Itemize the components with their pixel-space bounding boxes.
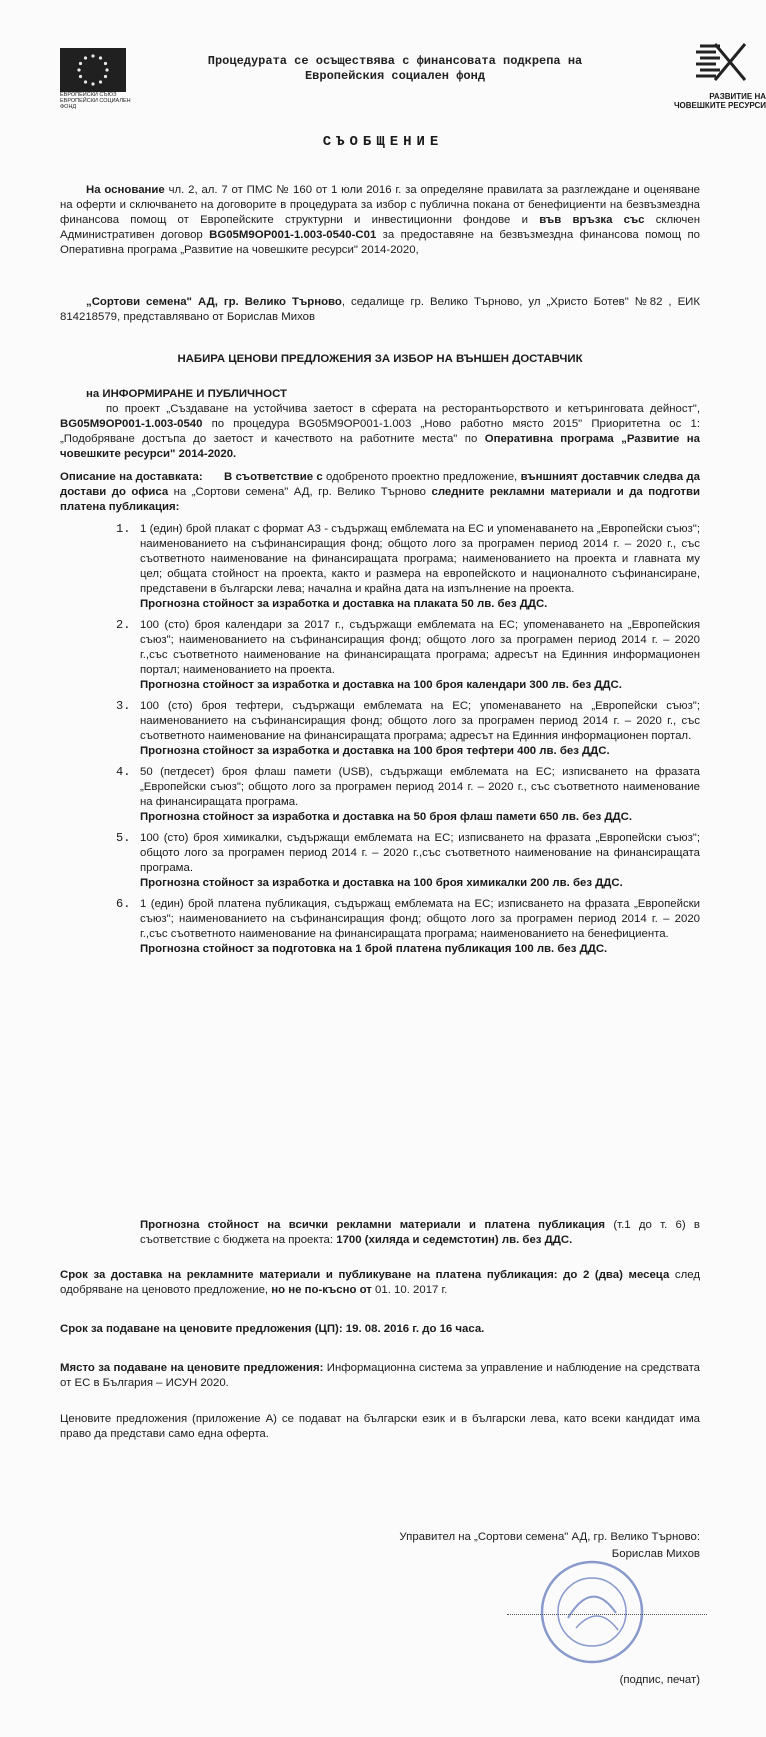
total-text: (т.1 до т. 6) в съответствие с бюджета на проекта: — [140, 1219, 700, 1246]
company-paragraph — [60, 295, 700, 325]
basis-text-2: сключен Административен договор — [60, 214, 700, 241]
item-number: 3. — [116, 699, 131, 713]
total-amount: 1700 (хиляда и седемстотин) лв. без ДДС. — [336, 1234, 573, 1246]
accordance-label: В съответствие с — [224, 471, 323, 483]
submission-place — [60, 1361, 700, 1391]
eu-flag-logo — [60, 48, 126, 92]
item-number: 4. — [116, 765, 131, 779]
description-label: Описание на доставката: — [60, 471, 203, 483]
item-text: 100 (сто) броя тефтери, съдържащи емблемата на ЕС; упоменаването на „Европейски съюз"; наименованието на съфинансиращия фонд; общото лого за програмен период 2014 г. – 2020 г., със съответното наименование на финансиращата програма; адресът на Единния информационен портал. — [140, 700, 700, 742]
funding-line-1: Процедурата се осъществява с финансовата подкрепа на — [207, 54, 583, 68]
total-label: Прогнозна стойност на всички рекламни материали и платена публикация — [140, 1219, 606, 1231]
document-title: СЪОБЩЕНИЕ — [322, 134, 444, 150]
document-header — [60, 40, 766, 110]
delivery-deadline-label: Срок за доставка на рекламните материали и публикуване на платена публикация: до 2 (два) месеца — [60, 1269, 670, 1281]
subject-text-2: по процедура BG05M9OP001-1.003 „Ново работно място 2015" Приоритетна ос 1: „Подобряване достъпа до заетост и качеството на работните места" по — [60, 418, 700, 445]
item-text: 1 (един) брой плакат с формат А3 - съдържащ емблемата на ЕС и упоменаването на „Европейски съюз"; наименованието на съфинансиращия фонд; общото лого за програмен период 2014 г. – 2020 г., със съответното наименование на финансиращата програма; наименованието на проекта и главната му цел; общата стойност на проекта, както и размера на европейското и националното съфинансиране, представени в български лева; начална и крайна дата на изпълнение на проекта. — [140, 523, 700, 595]
delivery-date: 01. 10. 2017 г. — [371, 1284, 448, 1296]
hr-caption-line-1: РАЗВИТИЕ НА — [709, 92, 766, 101]
description-text-1: одобреното проектно предложение, — [322, 471, 521, 483]
item-price: Прогнозна стойност за изработка и доставка на 100 броя химикалки 200 лв. без ДДС. — [140, 877, 623, 889]
item-price: Прогнозна стойност за изработка и доставка на 100 броя тефтери 400 лв. без ДДС. — [140, 745, 610, 757]
item-number: 1. — [116, 522, 131, 536]
subject-paragraph — [60, 402, 700, 462]
supplier-statement: външният доставчик следва да достави до офиса — [60, 471, 700, 498]
basis-text-3: за предоставяне на безвъзмездна финансова помощ по Оперативна програма „Развитие на човешките ресурси" 2014-2020, — [60, 229, 700, 256]
hr-caption-line-2: ЧОВЕШКИТЕ РЕСУРСИ — [673, 101, 766, 110]
contract-number: BG05M9OP001-1.003-0540-C01 — [209, 229, 377, 241]
item-price: Прогнозна стойност за изработка и доставка на плаката 50 лв. без ДДС. — [140, 598, 548, 610]
submission-place-text: Информационна система за управление и наблюдение на средствата от ЕС в България – ИСУН 2020. — [60, 1362, 700, 1389]
item-price: Прогнозна стойност за изработка и доставка на 50 броя флаш памети 650 лв. без ДДС. — [140, 811, 633, 823]
basis-text-1: чл. 2, ал. 7 от ПМС № 160 от 1 юли 2016 г. за определяне правилата за разглеждане и оценяване на оферти и сключването на договорите в процедурата за избор с публична покана от бенефициенти на безвъзмездна финансова помощ от Европейските структурни и инвестиционни фондове и — [60, 184, 700, 226]
item-price: Прогнозна стойност за подготовка на 1 брой платена публикация 100 лв. без ДДС. — [140, 943, 608, 955]
list-item — [116, 522, 700, 612]
delivery-deadline-text: след одобряване на ценовото предложение, — [60, 1269, 700, 1296]
subject-text-1: по проект „Създаване на устойчива заетост в сферата на ресторантьорството и кетъринговата дейност", — [106, 403, 700, 415]
signature-caption: (подпис, печат) — [619, 1674, 700, 1686]
funding-line-2: Европейския социален фонд — [304, 69, 486, 83]
intro-paragraph — [60, 183, 700, 258]
basis-label: На основание — [86, 184, 165, 196]
item-number: 5. — [116, 831, 131, 845]
delivery-deadline — [60, 1268, 700, 1298]
materials-list — [116, 522, 700, 963]
item-number: 2. — [116, 618, 131, 632]
item-text: 100 (сто) броя химикалки, съдържащи емблемата на ЕС; изписването на фразата „Европейски съюз"; общото лого за програмен период 2014 г. – 2020 г.,със съответното наименование на финансиращата програма. — [140, 832, 700, 874]
description-paragraph — [60, 470, 700, 515]
list-item — [116, 831, 700, 891]
item-text: 50 (петдесет) броя флаш памети (USB), съдържащи емблемата на ЕС; изписването на фразата „Европейски съюз"; общото лого за програмен период 2014 г. – 2020 г., със съответното наименование на финансиращата програма. — [140, 766, 700, 808]
item-text: 1 (един) брой платена публикация, съдържащ емблемата на ЕС; изписването на фразата „Европейски съюз"; наименованието на съфинансиращия фонд; общото лого за програмен период 2014 г. – 2020 г.,със съответното наименование на финансиращата програма; наименованието на бенефициента. — [140, 898, 700, 940]
total-paragraph — [140, 1218, 700, 1248]
list-item — [116, 618, 700, 693]
relation-label: във връзка със — [539, 214, 645, 226]
item-number: 6. — [116, 897, 131, 911]
offers-note: Ценовите предложения (приложение А) се подават на български език и в български лева, като всеки кандидат има право да представи само една оферта. — [60, 1413, 700, 1440]
eu-caption: ЕВРОПЕЙСКИ СЪЮЗ ЕВРОПЕЙСКИ СОЦИАЛЕН ФОНД — [60, 92, 131, 110]
company-stamp — [538, 1558, 646, 1666]
item-text: 100 (сто) броя календари за 2017 г., съдържащи емблемата на ЕС; упоменаването на „Европейския съюз"; наименованието на съфинансиращия фонд; общото лого за програмен период 2014 г. – 2020 г.,със съответното наименование на финансиращата програма; адресът на Единния информационен портал; наименованието на проекта. — [140, 619, 700, 676]
funding-statement — [160, 54, 630, 84]
signature-name: Борислав Михов — [611, 1548, 700, 1560]
program-name: Оперативна програма „Развитие на човешките ресурси" 2014-2020. — [60, 433, 700, 460]
submission-place-label: Място за подаване на ценовите предложения: — [60, 1362, 324, 1374]
list-item — [116, 765, 700, 825]
list-item — [116, 897, 700, 957]
signature-line — [507, 1614, 707, 1615]
signature-manager: Управител на „Сортови семена" АД, гр. Велико Търново: — [399, 1531, 700, 1543]
not-later-label: но не по-късно от — [271, 1284, 372, 1296]
subject-label: на ИНФОРМИРАНЕ И ПУБЛИЧНОСТ — [86, 388, 288, 400]
main-heading: НАБИРА ЦЕНОВИ ПРЕДЛОЖЕНИЯ ЗА ИЗБОР НА ВЪНШЕН ДОСТАВЧИК — [177, 353, 583, 365]
item-price: Прогнозна стойност за изработка и доставка на 100 броя календари 300 лв. без ДДС. — [140, 679, 622, 691]
list-item — [116, 699, 700, 759]
company-name: „Сортови семена" АД, гр. Велико Търново — [86, 296, 342, 308]
project-number: BG05M9OP001-1.003-0540 — [60, 418, 203, 430]
hr-program-caption — [670, 92, 766, 110]
materials-statement: следните рекламни материали и да подготви платена публикация: — [60, 486, 701, 513]
company-details: , седалище гр. Велико Търново, ул „Христо Ботев" №82 , ЕИК 814218579, представлявано от Борислав Михов — [60, 296, 700, 323]
offers-deadline: Срок за подаване на ценовите предложения (ЦП): 19. 08. 2016 г. до 16 часа. — [60, 1323, 485, 1335]
description-text-2: на „Сортови семена" АД, гр. Велико Търново — [168, 486, 432, 498]
